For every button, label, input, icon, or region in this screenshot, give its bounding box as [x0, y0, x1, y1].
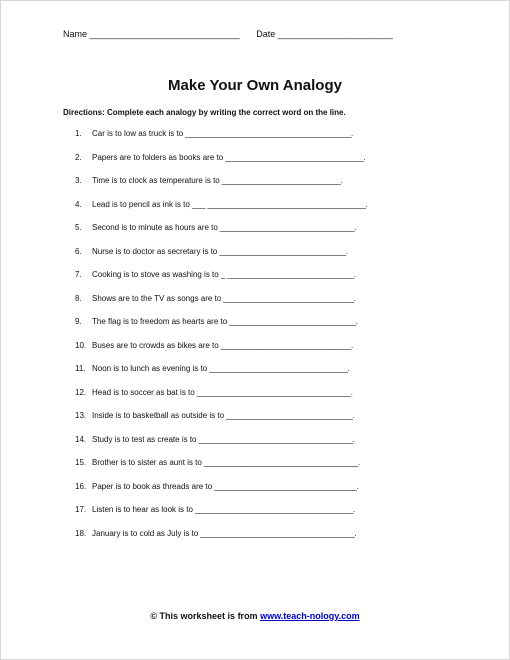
- question-item: [75, 341, 489, 365]
- name-blank: ______________________________: [89, 29, 240, 39]
- question-text: Noon is to lunch as evening is to: [92, 364, 208, 373]
- question-item: [75, 294, 489, 318]
- footer: [1, 611, 509, 621]
- question-item: [75, 200, 489, 224]
- directions-text: Directions: Complete each analogy by writing the correct word on the line.: [63, 108, 346, 117]
- question-text: Buses are to crowds as bikes are to: [92, 340, 219, 350]
- question-number: 1.: [75, 129, 82, 138]
- question-number: 4.: [75, 199, 82, 209]
- question-number: 3.: [75, 176, 82, 185]
- answer-blank[interactable]: ________________________________.: [227, 270, 356, 279]
- question-number: 11.: [75, 364, 86, 373]
- answer-blank[interactable]: ________________________________.: [226, 411, 355, 420]
- question-text: Inside is to basketball as outside is to: [92, 411, 225, 420]
- header-row: [63, 29, 469, 39]
- question-item: [75, 364, 489, 388]
- question-number: 12.: [75, 387, 87, 397]
- question-text: January is to cold as July is to: [92, 528, 199, 538]
- date-label: Date: [256, 29, 276, 39]
- question-item: [75, 129, 489, 153]
- question-text: Second is to minute as hours are to: [92, 223, 218, 232]
- question-text: Listen is to hear as look is to: [92, 505, 193, 514]
- question-item: [75, 411, 489, 435]
- question-text: Car is to low as truck is to: [92, 129, 184, 138]
- answer-blank[interactable]: ____________________________________.: [214, 481, 358, 491]
- answer-blank[interactable]: ________________________________________.: [207, 199, 368, 209]
- question-number: 9.: [75, 317, 82, 326]
- answer-blank[interactable]: _______________________________________.: [198, 434, 355, 444]
- question-item: [75, 223, 489, 247]
- question-text: Study is to test as create is to: [92, 434, 197, 444]
- answer-blank[interactable]: _______________________________________.: [196, 387, 353, 397]
- question-item: [75, 317, 489, 341]
- answer-blank[interactable]: ________________________________.: [219, 246, 348, 256]
- question-text: Lead is to pencil as ink is to ___: [92, 199, 206, 209]
- question-item: [75, 529, 489, 553]
- question-item: [75, 505, 489, 529]
- question-text: Paper is to book as threads are to: [92, 481, 213, 491]
- answer-blank[interactable]: _______________________________________.: [203, 458, 360, 467]
- question-number: 16.: [75, 481, 87, 491]
- date-field: [256, 29, 393, 39]
- question-text: Papers are to folders as books are to: [92, 152, 224, 162]
- question-text: Brother is to sister as aunt is to: [92, 458, 202, 467]
- question-item: [75, 388, 489, 412]
- answer-blank[interactable]: _______________________________________.: [200, 528, 357, 538]
- question-number: 10.: [75, 340, 87, 350]
- answer-blank[interactable]: ___________________________________.: [209, 364, 350, 373]
- question-number: 6.: [75, 246, 82, 256]
- question-item: [75, 482, 489, 506]
- question-text: Time is to clock as temperature is to: [92, 176, 220, 185]
- question-number: 13.: [75, 411, 87, 420]
- answer-blank[interactable]: ________________________________.: [229, 317, 358, 326]
- question-text: Cooking is to stove as washing is to _: [92, 270, 226, 279]
- question-number: 5.: [75, 223, 82, 232]
- question-number: 8.: [75, 293, 82, 303]
- question-number: 7.: [75, 270, 82, 279]
- answer-blank[interactable]: __________________________________.: [219, 223, 356, 232]
- name-field: [63, 29, 240, 39]
- answer-blank[interactable]: __________________________________________.: [185, 129, 353, 138]
- question-number: 17.: [75, 505, 87, 514]
- answer-blank[interactable]: _________________________________.: [223, 293, 356, 303]
- footer-text: © This worksheet is from: [150, 611, 258, 621]
- question-number: 18.: [75, 528, 87, 538]
- name-label: Name: [63, 29, 88, 39]
- question-item: [75, 458, 489, 482]
- footer-link[interactable]: www.teach-nology.com: [260, 611, 360, 621]
- question-item: [75, 176, 489, 200]
- page-title: Make Your Own Analogy: [168, 77, 342, 94]
- question-text: Shows are to the TV as songs are to: [92, 293, 222, 303]
- question-number: 15.: [75, 458, 87, 467]
- questions-list: [75, 129, 489, 552]
- question-number: 2.: [75, 152, 82, 162]
- question-text: Nurse is to doctor as secretary is to: [92, 246, 218, 256]
- question-item: [75, 435, 489, 459]
- question-item: [75, 153, 489, 177]
- question-number: 14.: [75, 434, 87, 444]
- answer-blank[interactable]: ________________________________________.: [194, 505, 355, 514]
- answer-blank[interactable]: ______________________________.: [221, 176, 342, 185]
- date-blank: _______________________: [277, 29, 393, 39]
- question-item: [75, 270, 489, 294]
- question-text: The flag is to freedom as hearts are to: [92, 317, 228, 326]
- answer-blank[interactable]: ___________________________________.: [225, 152, 366, 162]
- answer-blank[interactable]: _________________________________.: [220, 340, 353, 350]
- question-item: [75, 247, 489, 271]
- question-text: Head is to soccer as bat is to: [92, 387, 195, 397]
